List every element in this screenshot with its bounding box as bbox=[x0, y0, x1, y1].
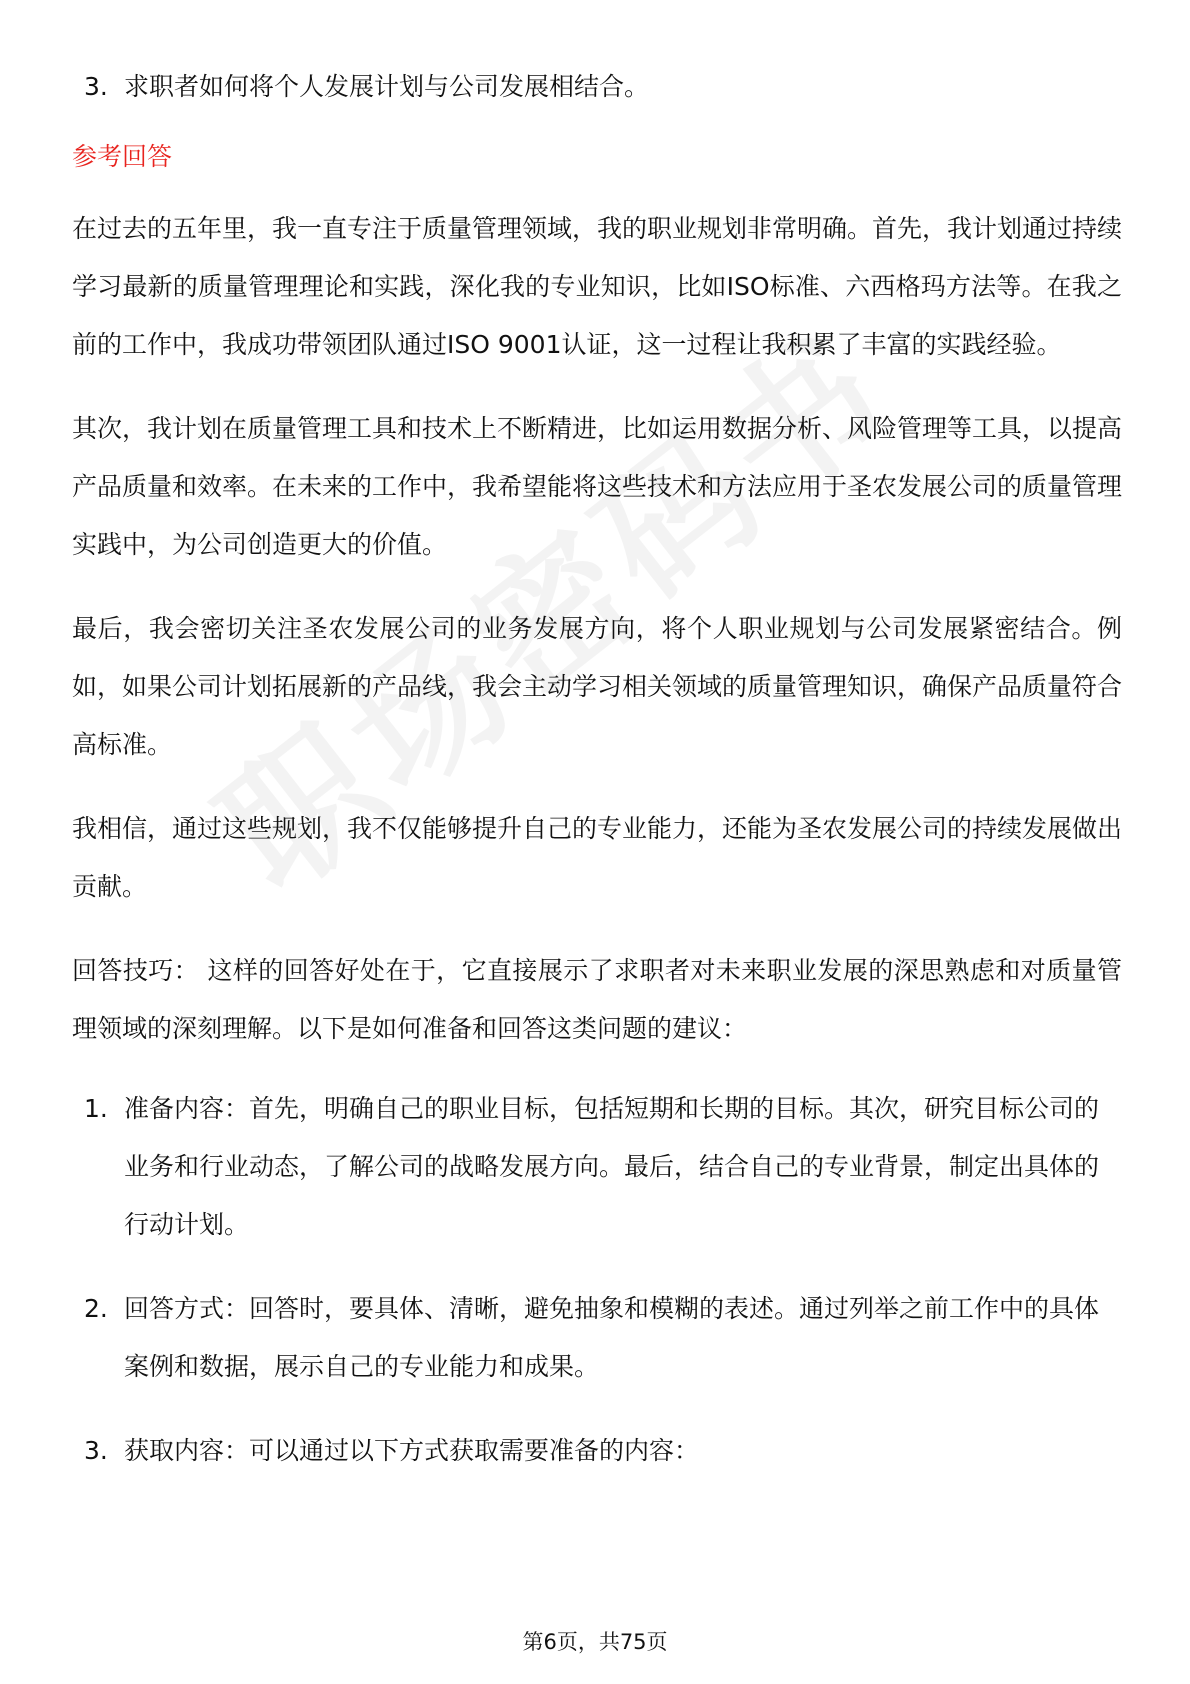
list-item bbox=[72, 1280, 1122, 1396]
section-title: 参考回答 bbox=[72, 142, 173, 171]
tips-list bbox=[72, 1080, 1122, 1480]
paragraph-3: 最后，我会密切关注圣农发展公司的业务发展方向，将个人职业规划与公司发展紧密结合。例如，如果公司计划拓展新的产品线，我会主动学习相关领域的质量管理知识，确保产品质量符合高标准。 bbox=[72, 614, 1123, 759]
page-content bbox=[72, 58, 1122, 1480]
paragraph-1: 在过去的五年里，我一直专注于质量管理领域，我的职业规划非常明确。首先，我计划通过持续学习最新的质量管理理论和实践，深化我的专业知识，比如ISO标准、六西格玛方法等。在我之前的工作中，我成功带领团队通过ISO 9001认证，这一过程让我积累了丰富的实践经验。 bbox=[72, 214, 1123, 359]
list-text: 回答方式：回答时，要具体、清晰，避免抽象和模糊的表述。通过列举之前工作中的具体案例和数据，展示自己的专业能力和成果。 bbox=[124, 1294, 1100, 1381]
list-item bbox=[72, 1422, 1122, 1480]
answer-tips-intro: 回答技巧： 这样的回答好处在于，它直接展示了求职者对未来职业发展的深思熟虑和对质量管理领域的深刻理解。以下是如何准备和回答这类问题的建议： bbox=[72, 956, 1122, 1043]
list-number: 3. bbox=[84, 1436, 108, 1465]
page-number: 第6页，共75页 bbox=[522, 1630, 668, 1654]
list-text: 求职者如何将个人发展计划与公司发展相结合。 bbox=[124, 72, 650, 101]
list-text: 准备内容：首先，明确自己的职业目标，包括短期和长期的目标。其次，研究目标公司的业务和行业动态，了解公司的战略发展方向。最后，结合自己的专业背景，制定出具体的行动计划。 bbox=[124, 1094, 1100, 1239]
list-text: 获取内容：可以通过以下方式获取需要准备的内容： bbox=[124, 1436, 700, 1465]
list-number: 1. bbox=[84, 1094, 108, 1123]
list-number: 2. bbox=[84, 1294, 108, 1323]
question-item-3 bbox=[72, 58, 1122, 116]
paragraph-4: 我相信，通过这些规划，我不仅能够提升自己的专业能力，还能为圣农发展公司的持续发展做出贡献。 bbox=[72, 814, 1123, 901]
paragraph-2: 其次，我计划在质量管理工具和技术上不断精进，比如运用数据分析、风险管理等工具，以提高产品质量和效率。在未来的工作中，我希望能将这些技术和方法应用于圣农发展公司的质量管理实践中，为公司创造更大的价值。 bbox=[72, 414, 1123, 559]
list-number: 3. bbox=[84, 72, 108, 101]
list-item bbox=[72, 1080, 1122, 1254]
